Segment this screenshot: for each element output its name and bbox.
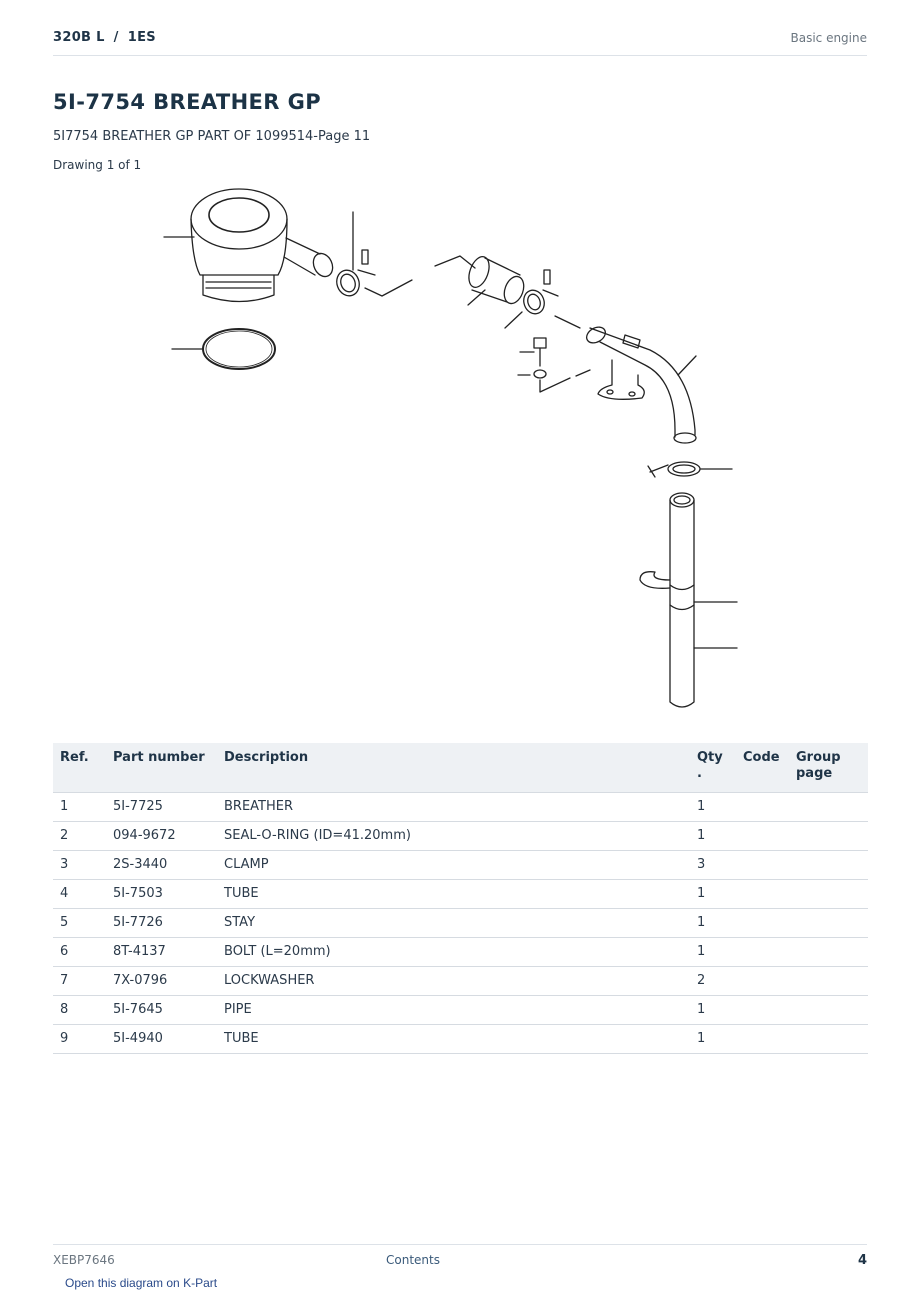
table-row [53,909,868,938]
cell-ref: 4 [53,880,106,909]
cell-description: CLAMP [217,851,690,880]
model-label: 320B L [53,30,105,45]
tube-drawing-9 [640,493,737,707]
drawing-count: Drawing 1 of 1 [53,158,142,172]
cell-ref: 6 [53,938,106,967]
table-row [53,996,868,1025]
page-footer [53,1244,867,1268]
clamp-drawing-2 [505,270,580,328]
page-subtitle: 5I7754 BREATHER GP PART OF 1099514-Page 11 [53,129,371,144]
o-ring-drawing [172,329,275,369]
cell-qty: 1 [690,909,736,938]
cell-qty: 2 [690,967,736,996]
cell-part-number: 7X-0796 [106,967,217,996]
bolt-drawing [518,338,590,392]
cell-code [736,880,789,909]
table-row [53,793,868,822]
clamp-drawing-1 [333,212,475,299]
table-row [53,880,868,909]
cell-qty: 1 [690,822,736,851]
section-label: Basic engine [790,31,867,45]
cell-code [736,851,789,880]
table-row [53,851,868,880]
page-number: 4 [857,1253,867,1268]
cell-ref: 8 [53,996,106,1025]
cell-code [736,822,789,851]
cell-group-page [789,996,868,1025]
cell-qty: 1 [690,996,736,1025]
cell-description: TUBE [217,880,690,909]
cell-ref: 1 [53,793,106,822]
cell-ref: 5 [53,909,106,938]
cell-part-number: 5I-4940 [106,1025,217,1054]
pipe-drawing [584,324,696,443]
cell-code [736,938,789,967]
table-row [53,1025,868,1054]
table-row [53,822,868,851]
cell-group-page [789,1025,868,1054]
cell-description: TUBE [217,1025,690,1054]
cell-ref: 2 [53,822,106,851]
cell-part-number: 5I-7503 [106,880,217,909]
cell-qty: 1 [690,880,736,909]
cell-qty: 1 [690,938,736,967]
clamp-drawing-3 [648,462,732,477]
cell-code [736,967,789,996]
cell-part-number: 5I-7726 [106,909,217,938]
cell-group-page [789,822,868,851]
cell-ref: 7 [53,967,106,996]
breadcrumb [53,30,156,45]
cell-group-page [789,793,868,822]
page-header [53,28,867,56]
kpart-link[interactable]: Open this diagram on K-Part [65,1276,218,1290]
cell-part-number: 2S-3440 [106,851,217,880]
cell-qty: 1 [690,1025,736,1054]
tube-drawing-4 [465,254,527,306]
table-row [53,967,868,996]
contents-link[interactable]: Contents [386,1253,440,1267]
cell-description: BOLT (L=20mm) [217,938,690,967]
cell-group-page [789,851,868,880]
page-title: 5I-7754 BREATHER GP [53,90,321,114]
serial-label: 1ES [127,30,156,45]
cell-group-page [789,967,868,996]
cell-group-page [789,938,868,967]
cell-qty: 3 [690,851,736,880]
col-code: Code [736,743,789,793]
parts-table [53,743,868,1054]
document-id: XEBP7646 [53,1253,115,1267]
cell-description: LOCKWASHER [217,967,690,996]
breadcrumb-separator: / [113,30,119,45]
cell-qty: 1 [690,793,736,822]
parts-diagram [150,180,770,720]
cell-description: STAY [217,909,690,938]
cell-part-number: 5I-7725 [106,793,217,822]
col-qty: Qty . [690,743,736,793]
cell-ref: 9 [53,1025,106,1054]
cell-code [736,1025,789,1054]
table-row [53,938,868,967]
col-ref: Ref. [53,743,106,793]
col-group-page: Group page [789,743,868,793]
col-description: Description [217,743,690,793]
col-part-number: Part number [106,743,217,793]
cell-description: SEAL-O-RING (ID=41.20mm) [217,822,690,851]
cell-code [736,793,789,822]
parts-table-header [53,743,868,793]
cell-description: PIPE [217,996,690,1025]
cell-group-page [789,880,868,909]
cell-part-number: 5I-7645 [106,996,217,1025]
cell-ref: 3 [53,851,106,880]
cell-part-number: 8T-4137 [106,938,217,967]
cell-part-number: 094-9672 [106,822,217,851]
cell-description: BREATHER [217,793,690,822]
cell-code [736,996,789,1025]
breather-drawing [164,189,336,302]
cell-group-page [789,909,868,938]
cell-code [736,909,789,938]
